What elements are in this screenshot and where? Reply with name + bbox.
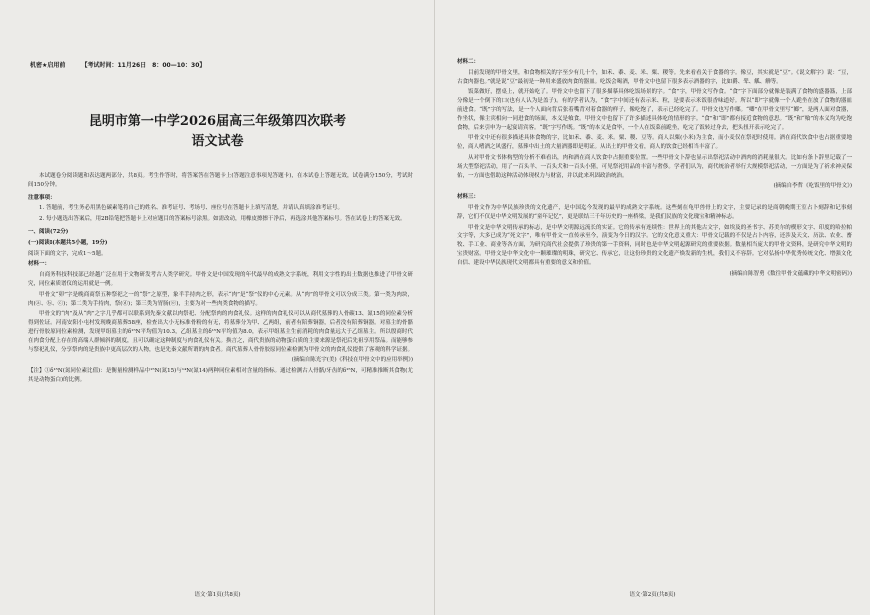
material-2-paragraph-3: 甲骨文中还有很多描述具体食物的字，比如禾、黍、麦、米。粟、稷、豆等。商人以粟(小米)为主食，而小麦仅在祭祀时使用。酒在商代饮食中也占据重要地位，商人嗜酒之风盛行，墓葬中出土的大量酒器即是明证。从出土的甲骨文看，商人的饮食已经相当丰富了。 [457,135,852,151]
page-2-footer: 语文·第2页(共8页) [629,592,676,598]
material-2-paragraph-4: 从对甲骨文书体构型的分析不难看出，肉和酒在商人饮食中占据重要位置。一些甲骨文卜辞也显示出祭祀活动中酒肉的消耗量很大。比如有条卜辞里记载了一场大型祭祀活动，用了一百头羊、一百头犬和一百头小猪，可见祭祀用品的丰富与奢侈。学者们认为，商代统治者举行大规模祭祀活动，一方面是为了祈求神灵保佑，一方面也借助这种活动体现权力与财富，并以此来巩固政治统治。 [457,154,852,179]
material-1-paragraph-1: 自商务科技科技部已经越广泛在用于文物研发考古人类学研究。甲骨文是中国发现的年代最早的成熟文字系统，利用文字性的出土数据也推进了甲骨文研究，同位素质谱仪的运用就是一例。 [28,272,413,287]
material-3-label: 材料三： [457,194,480,201]
material-1-label: 材料一： [28,261,51,268]
footnote: 【注】①δ¹⁵N(氮同位素比值)：是衡量检测样品中¹⁵N(氮15)与¹⁴N(氮14)两种同位素相对含量的指标。通过检测古人骨骼/牙齿的δ¹⁵N，可精准推断其食物(尤其是动物蛋白)的比例。 [28,368,413,383]
material-2-source: (摘编自李哲《吃饭里的甲骨文》) [773,183,852,190]
exam-title: 昆明市第一中学2026届高三年级第四次联考 [88,114,347,129]
material-2-paragraph-1: 目前发现的甲骨文里，和食物相关的字至少有几十个，如禾、黍、麦、米、粟、稷等。先来看看关于食器的字。像豆，其实就是“豆”。《说文解字》说：“豆，古食肉器也。”就是说“豆”最初是一种用来盛放肉食的器皿。吃饭会喝酒，甲骨文中也留下很多表示酒器的字，比如爵、斝、觚、觯等。 [457,69,852,85]
notice-item-2: 2. 每小题选出答案后，用2B铅笔把答题卡上对应题目的答案标号涂黑。如需改动，用橡皮擦擦干净后，再选涂其他答案标号。答在试卷上的答案无效。 [39,216,406,223]
material-3-source: (摘编自陈智勇《数往甲骨文蕴藏的中华文明密码》) [729,270,852,277]
left-body [28,172,413,387]
notice-title: 注意事项： [28,194,56,201]
material-1-source: (摘编自陈光宇(美)《科技在甲骨文中的应用举例》) [291,357,413,364]
material-2-paragraph-2: 饭菜做好，摆桌上，就开始吃了。甲骨文中也留下了很多描摹具体吃饭场景的字。“食”字，甲骨文写作食。“食”字下面部分就像是装满了食物的盛器簋，上部分像是一个倒下的口(也有人认为是盖子)。有的学者认为，“食”字中间还有表示米、粒，是要表示米饭很香味道好。所以“即”字就像一个人跪坐在放了食物的器皿前进食。“既”字的写法，是一个人面向背后张着嘴背对着食器的样子，像吃饱了，表示已经吃完了。甲骨文也写作鄉。“卿”在甲骨文里写“鄉”，是两人面对食器，作坐状，像主宾相向一同进食的场面，本义是飨食。甲骨文中也留下了许多描述具体吃的情形的字。“食”和“即”都有接近食物的意思。“既”和“飨”的本义均为吃饱食物，后来引申为一起宴请宾客。“既”字写作既。“既”的本义是食毕，一个人在饭菜前跪坐，吃完了饭转过身去，把头扭开表示吃完了。 [457,89,852,131]
subsection-heading: (一)阅读Ⅰ(本题共5小题，19分) [28,239,108,246]
confidential-label: 机密★启用前 [30,62,66,69]
page-2 [435,0,870,615]
exam-header [30,60,219,69]
intro-paragraph: 本试题卷分阅读题和表达题两部分，共8页。考生作答时，将答案答在答题卡上(答题注意事项见答题卡)，在本试卷上答题无效，试卷满分150分，考试时间150分钟。 [28,173,413,188]
exam-time: 【考试时间：11月26日 8：00—10：30】 [81,62,206,69]
material-2-label: 材料二： [457,59,480,65]
notice-item-1: 1. 答题前，考生务必用黑色碳素笔将自己的姓名、准考证号、考场号、座位号在答题卡上填写清楚，并请认真填涂准考证号。 [39,205,343,212]
right-body [457,58,852,280]
exam-subtitle: 语文试卷 [191,134,244,149]
section-heading: 一、阅读(72分) [28,228,69,235]
reading-instruction: 阅读下面的文字，完成1～5题。 [28,250,107,257]
material-3-paragraph-2: 甲骨文是中华文明传承的标志，是中华文明源远流长的实证。它的传承有连续性：世界上的其他古文字，如埃及的圣书字、苏美尔的楔形文字、印度的哈拉帕文字等，大多已成为“死文字”，唯有甲骨文一直传承至今，演变为今日的汉字。它的文化意义重大：甲骨文记载的不仅是占卜内容，还涉及天文、历法、农业、畜牧、手工业、商业等各方面，为研究商代社会提供了珍贵的第一手资料，同时也是中华文明起源研究的重要依据。数量相当庞大的甲骨文资料，是研究中华文明的宝贵财富。甲骨文是中华文化中一颗璀璨的明珠，研究它、传承它，让这份珍贵的文化遗产焕发新的生机，我们义不容辞。它对弘扬中华优秀传统文化、增强文化自信、建设中华民族现代文明都具有重要的意义和价值。 [457,224,852,266]
material-3-paragraph-1: 甲骨文作为中华民族珍贵的文化遗产，是中国迄今发现的最早的成熟文字系统。这些刻在龟甲兽骨上的文字，主要记录的是商朝晚期王室占卜刻辞和记事刻辞，它们不仅是中华文明发展的“童年记忆”，更是联结三千年历史的一座桥梁，是我们民族的文化瑰宝和精神标志。 [457,204,852,220]
page-1-footer: 语文·第1页(共8页) [194,592,241,598]
material-1-paragraph-2: 甲骨文“卯”字是晚商商祭五种祭祀之一的“祭”之原型，象半手持肉之形，表示“肉”是“祭”仪的中心元素。从“肉”的甲骨文可以分成三类。第一类为肉块，肉(ⓐ、ⓑ、ⓒ)；第二类为手持肉，祭(ⓓ)；第三类为胃肠(ⓔ)，主要为对一些肉类食物的描写。 [28,291,413,307]
material-1-paragraph-3: 甲骨文的“肉”及从“肉”之字几乎都可以联系到先秦文献以肉祭祀、分配祭肉的肉食礼仪。这样的肉食礼仪可以从商代墓葬的人骨碳13、氮15的同位素分析得到佐证。河南安阳小屯村发现晚商墓葬58座，检查出大小无标准骨粉的有无，将墓葬分为甲、乙两组，前者有陪葬铜器，后者没有陪葬铜器。对墓主的骨骼进行骨胶原同位素检测，发现甲组墓主的δ¹⁵N平均值为10.3，乙组墓主的δ¹⁵N平均值为8.0，表示甲组墓主生前消耗的肉食量远大于乙组墓主。所以殷商时代在肉食分配上存在的高端人群倾斜的制度，且可以确定这种制度与肉食礼仪有关。换言之，商代贵族的动物蛋白质的主要来源是祭祀后先祖享用祭品。而能够参与祭祀礼仪，分享祭肉的是贵族中更高层次的人物，也是先秦文献所谓的肉食者。商代墓葬人骨骨胶原同位素检测为甲骨文的肉食礼仪提供了客观的科学证据。 [28,311,414,353]
